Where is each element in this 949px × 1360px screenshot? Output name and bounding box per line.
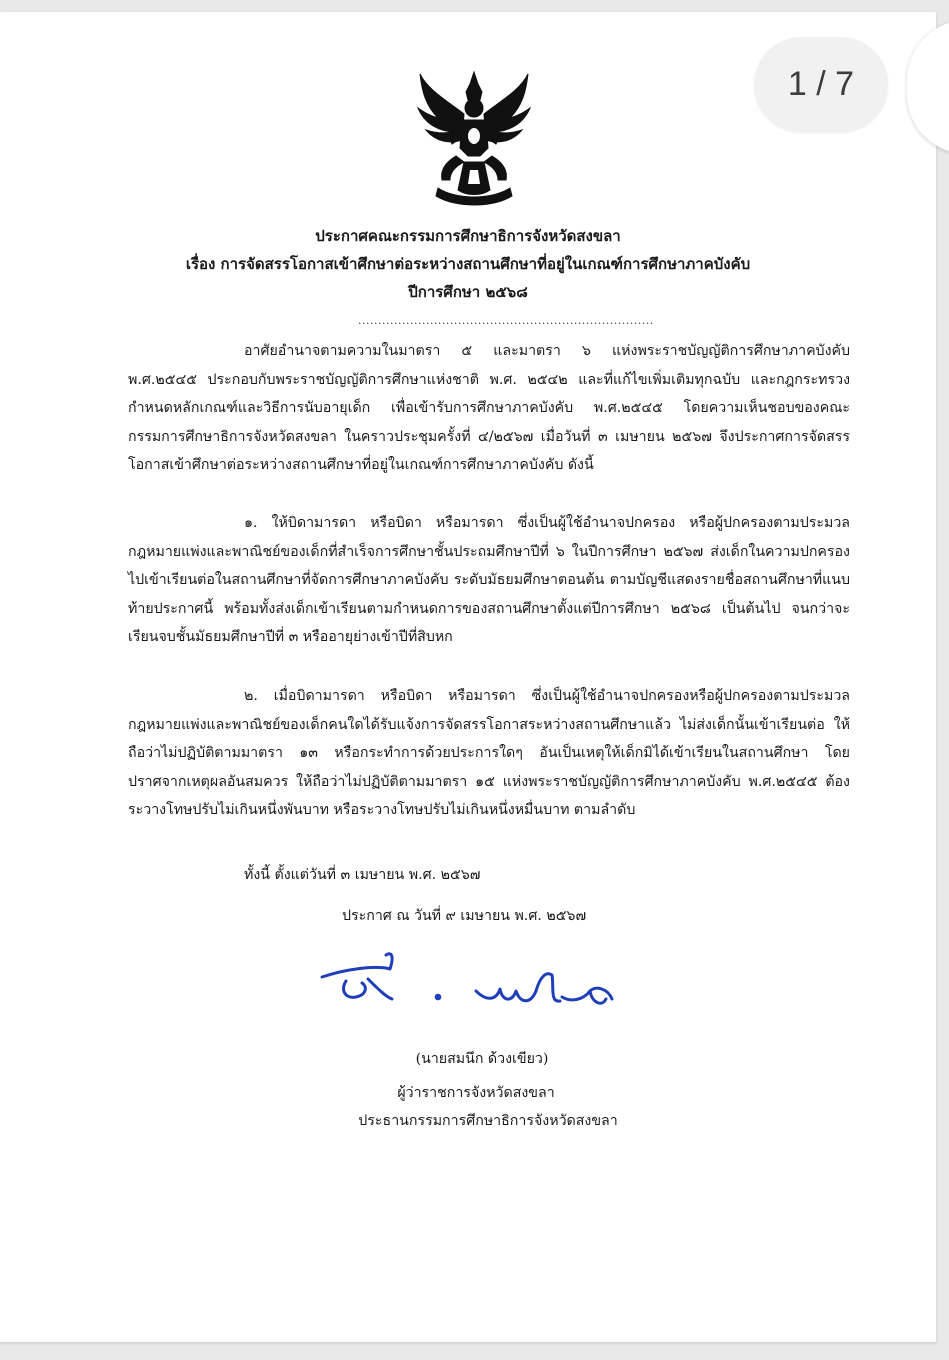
page-counter-badge: 1 / 7 xyxy=(754,37,888,132)
document-subject: เรื่อง การจัดสรรโอกาสเข้าศึกษาต่อระหว่างสถานศึกษาที่อยู่ในเกณฑ์การศึกษาภาคบังคับ xyxy=(185,255,751,273)
intro-paragraph: อาศัยอำนาจตามความในมาตรา ๕ และมาตรา ๖ แห่งพระราชบัญญัติการศึกษาภาคบังคับ พ.ศ.๒๕๔๕ ประกอบกับพระราชบัญญัติการศึกษาแห่งชาติ พ.ศ. ๒๕๔๒ และที่แก้ไขเพิ่มเติมทุกฉบับ และกฎกระทรวงกำหนดหลักเกณฑ์และวิธีการนับอายุเด็ก เพื่อเข้ารับการศึกษาภาคบังคับ พ.ศ.๒๕๔๕ โดยความเห็นชอบของคณะกรรมการศึกษาธิการจังหวัดสงขลา ในคราวประชุมครั้งที่ ๔/๒๕๖๗ เมื่อวันที่ ๓ เมษายน ๒๕๖๗ จึงประกาศการจัดสรรโอกาสเข้าศึกษาต่อระหว่างสถานศึกษาที่อยู่ในเกณฑ์การศึกษาภาคบังคับ ดังนี้ xyxy=(128,343,850,473)
clause-2-paragraph: ๒. เมื่อบิดามารดา หรือบิดา หรือมารดา ซึ่งเป็นผู้ใช้อำนาจปกครองหรือผู้ปกครองตามประมวลกฎหมายแพ่งและพาณิชย์ของเด็กคนใดได้รับแจ้งการจัดสรรโอกาสระหว่างสถานศึกษาแล้ว ไม่ส่งเด็กนั้นเข้าเรียนต่อ ให้ถือว่าไม่ปฏิบัติตามมาตรา ๑๓ หรือกระทำการด้วยประการใดๆ อันเป็นเหตุให้เด็กมิได้เข้าเรียนในสถานศึกษา โดยปราศจากเหตุผลอันสมควร ให้ถือว่าไม่ปฏิบัติตามมาตรา ๑๕ แห่งพระราชบัญญัติการศึกษาภาคบังคับ พ.ศ.๒๕๔๕ ต้องระวางโทษปรับไม่เกินหนึ่งพันบาท หรือระวางโทษปรับไม่เกินหนึ่งหมื่นบาท ตามลำดับ xyxy=(128,688,850,818)
garuda-emblem-icon xyxy=(416,70,532,210)
document-page[interactable] xyxy=(0,12,936,1342)
document-title: ประกาศคณะกรรมการศึกษาธิการจังหวัดสงขลา xyxy=(315,227,621,245)
handwritten-signature-icon xyxy=(316,947,620,1019)
clause-1-paragraph: ๑. ให้บิดามารดา หรือบิดา หรือมารดา ซึ่งเป็นผู้ใช้อำนาจปกครอง หรือผู้ปกครองตามประมวลกฎหมายแพ่งและพาณิชย์ของเด็กที่สำเร็จการศึกษาชั้นประถมศึกษาปีที่ ๖ ในปีการศึกษา ๒๕๖๗ ส่งเด็กในความปกครองไปเข้าเรียนต่อในสถานศึกษาที่จัดการศึกษาภาคบังคับ ระดับมัธยมศึกษาตอนต้น ตามบัญชีแสดงรายชื่อสถานศึกษาที่แนบท้ายประกาศนี้ พร้อมทั้งส่งเด็กเข้าเรียนตามกำหนดการของสถานศึกษาตั้งแต่ปีการศึกษา ๒๕๖๘ เป็นต้นไป จนกว่าจะเรียนจบชั้นมัธยมศึกษาปีที่ ๓ หรืออายุย่างเข้าปีที่สิบหก xyxy=(128,515,850,645)
effective-date: ทั้งนี้ ตั้งแต่วันที่ ๓ เมษายน พ.ศ. ๒๕๖๗ xyxy=(244,867,481,883)
announced-date: ประกาศ ณ วันที่ ๙ เมษายน พ.ศ. ๒๕๖๗ xyxy=(342,908,587,924)
signer-position-governor: ผู้ว่าราชการจังหวัดสงขลา xyxy=(397,1085,555,1101)
title-separator: .......................................................................... xyxy=(358,314,654,327)
academic-year: ปีการศึกษา ๒๕๖๘ xyxy=(408,283,528,301)
signer-name: (นายสมนึก ด้วงเขียว) xyxy=(415,1051,549,1067)
signer-position-chair: ประธานกรรมการศึกษาธิการจังหวัดสงขลา xyxy=(358,1113,618,1129)
